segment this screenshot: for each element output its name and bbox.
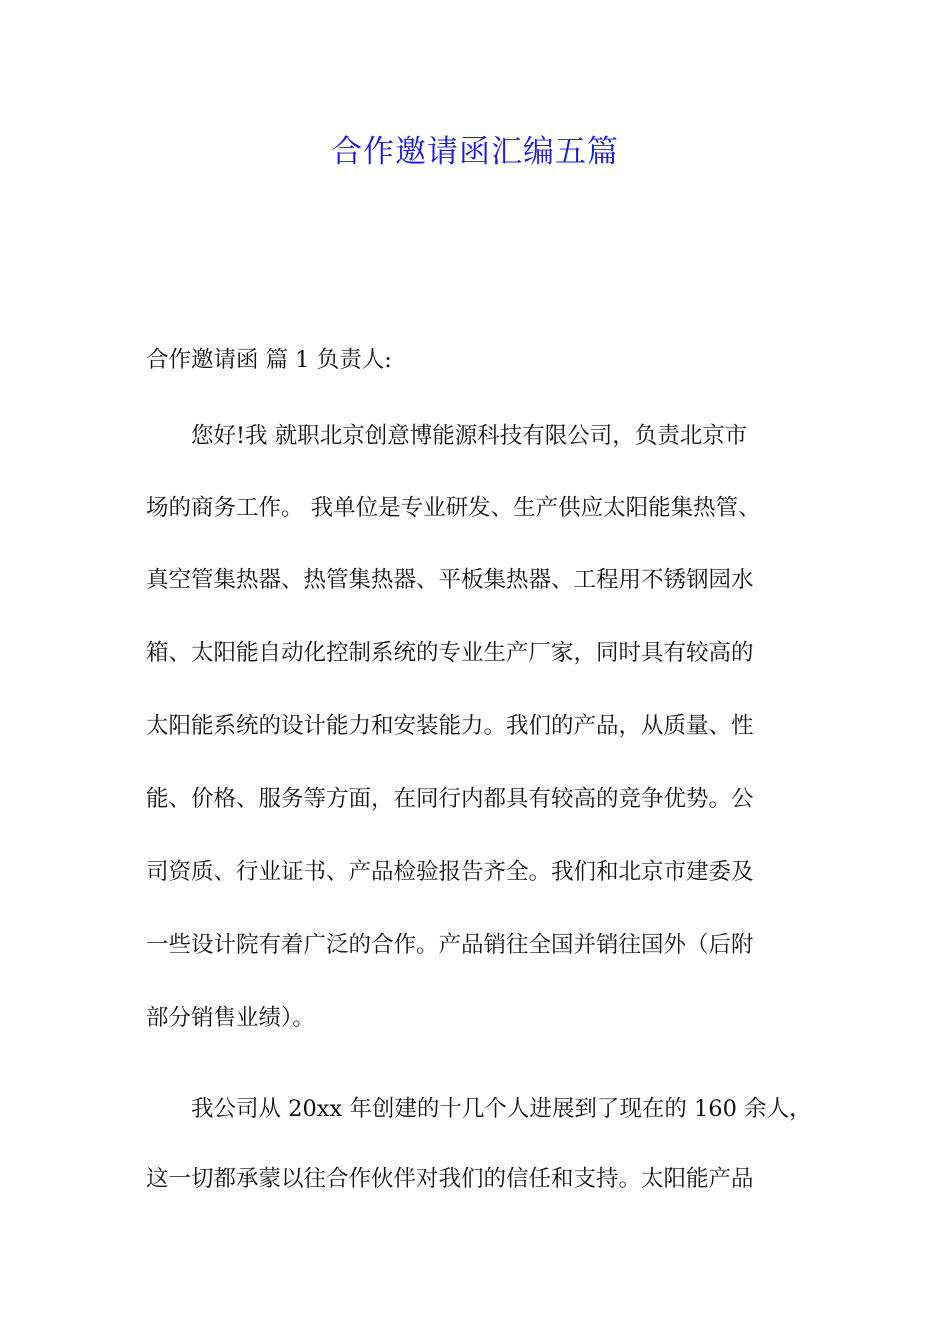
body-line: 一些设计院有着广泛的合作。产品销往全国并销往国外（后附	[146, 932, 754, 958]
body-line: 这一切都承蒙以往合作伙伴对我们的信任和支持。太阳能产品	[146, 1166, 754, 1192]
body-line: 太阳能系统的设计能力和安装能力。我们的产品，从质量、性	[146, 713, 754, 739]
body-line: 部分销售业绩）。	[146, 1005, 315, 1031]
document-title: 合作邀请函汇编五篇	[331, 134, 619, 170]
body-line: 您好!我 就职北京创意博能源科技有限公司，负责北京市	[146, 423, 748, 449]
body-line: 我公司从 20xx 年创建的十几个人进展到了现在的 160 余人，	[146, 1096, 812, 1122]
salutation-line: 合作邀请函 篇 1 负责人:	[146, 347, 392, 373]
body-line: 真空管集热器、热管集热器、平板集热器、工程用不锈钢园水	[146, 567, 754, 593]
body-line: 能、价格、服务等方面，在同行内都具有较高的竞争优势。公	[146, 786, 754, 812]
body-line: 司资质、行业证书、产品检验报告齐全。我们和北京市建委及	[146, 859, 754, 885]
body-line: 场的商务工作。 我单位是专业研发、生产供应太阳能集热管、	[146, 495, 761, 521]
body-line: 箱、太阳能自动化控制系统的专业生产厂家，同时具有较高的	[146, 640, 754, 666]
